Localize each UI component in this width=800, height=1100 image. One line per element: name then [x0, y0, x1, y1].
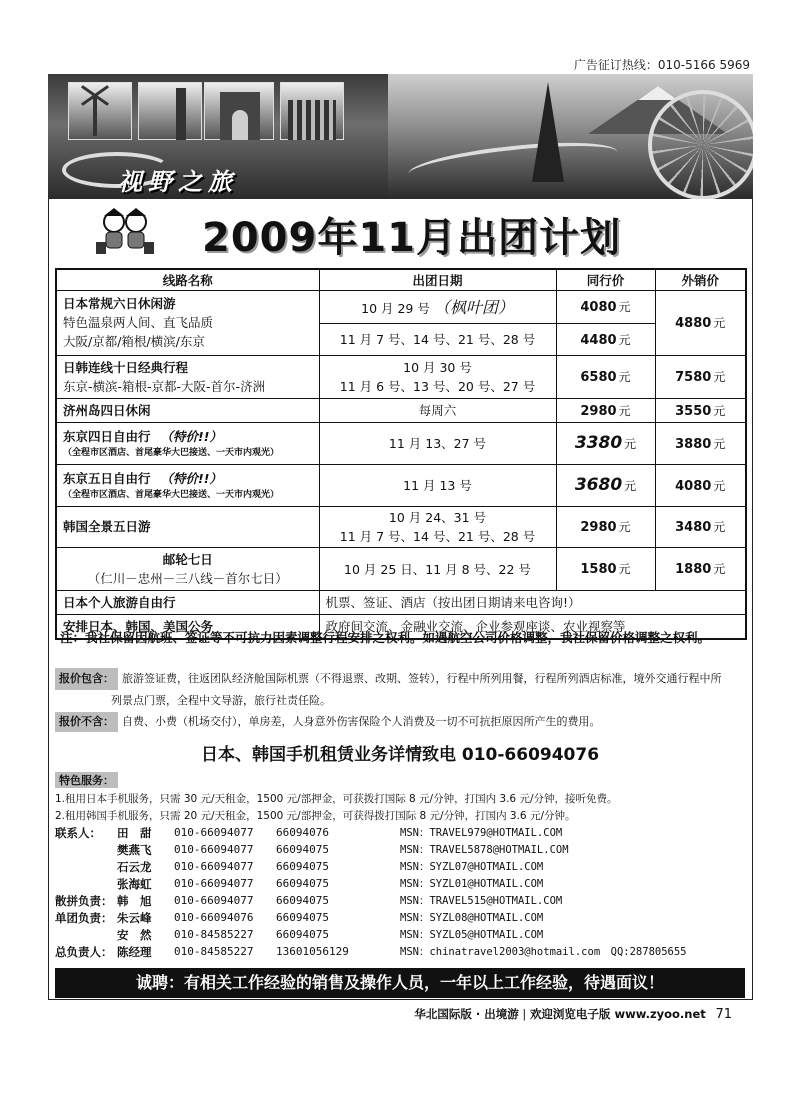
contact-phone-alt: 13601056129	[276, 945, 349, 958]
contact-role	[55, 858, 117, 875]
route-cell: 日韩连线十日经典行程 东京-横滨-箱根-京都-大阪-首尔-济洲	[56, 355, 319, 398]
eiffel-tower-icon	[532, 82, 564, 182]
price-excluded: 报价不含： 自费、小费（机场交付），单房差，人身意外伤害保险个人消费及一切不可抗拒原因所产生的费用。	[55, 712, 745, 732]
route-cell: 韩国全景五日游	[56, 506, 319, 547]
retail-price-cell: 4080 元	[655, 464, 746, 506]
contact-phone: 010-66094077	[174, 894, 254, 907]
contact-phone-alt: 66094076	[276, 826, 329, 839]
peer-price-cell: 2980 元	[556, 506, 655, 547]
contact-role	[55, 926, 117, 943]
peer-price-cell: 1580 元	[556, 547, 655, 590]
retail-price-cell: 1880 元	[655, 547, 746, 590]
contact-phone: 010-84585227	[174, 945, 254, 958]
contact-role	[55, 841, 117, 858]
table-row	[56, 590, 746, 614]
date-cell: 10 月 25 日、11 月 8 号、22 号	[319, 547, 556, 590]
col-header-peer-price: 同行价	[556, 269, 655, 290]
contact-name: 陈经理	[117, 944, 152, 959]
ad-hotline: 广告征订热线：010-5166 5969	[573, 58, 750, 72]
page-number: 71	[715, 1007, 732, 1022]
contact-row	[55, 858, 745, 875]
service-item: 2.租用韩国手机服务，只需 20 元/天租金，1500 元/部押金，可获得拨打国际 8 元/分钟，打国内 3.6 元/分钟。	[55, 810, 576, 822]
contact-phone: 010-66094077	[174, 860, 254, 873]
contact-phone: 010-66094077	[174, 877, 254, 890]
table-row	[56, 290, 746, 323]
contact-role: 散拼负责：	[55, 893, 113, 908]
contact-role: 总负责人：	[55, 944, 113, 959]
retail-price-cell: 4880 元	[655, 290, 746, 355]
contact-row	[55, 824, 745, 841]
page-title: 2009年11月出团计划	[202, 215, 621, 261]
contacts-table	[55, 824, 745, 960]
route-cell: 日本常规六日休闲游 特色温泉两人间、直飞品质 大阪/京都/箱根/横滨/东京	[56, 290, 319, 355]
date-cell: 每周六	[319, 398, 556, 422]
peer-price-cell: 6580 元	[556, 355, 655, 398]
contact-email: MSN：SYZL01@HOTMAIL.COM	[400, 878, 544, 890]
col-header-date: 出团日期	[319, 269, 556, 290]
contact-email: MSN：SYZL05@HOTMAIL.COM	[400, 929, 544, 941]
contact-role: 联系人：	[55, 825, 101, 840]
contact-row	[55, 841, 745, 858]
brand-logo: 视野之旅	[118, 167, 238, 196]
contact-name: 韩 旭	[117, 893, 152, 908]
contact-phone: 010-66094077	[174, 826, 254, 839]
contact-email: MSN：TRAVEL979@HOTMAIL.COM	[400, 827, 563, 839]
peer-price-cell: 3680 元	[556, 464, 655, 506]
contact-role	[55, 875, 117, 892]
date-cell: 11 月 7 号、14 号、21 号、28 号	[319, 323, 556, 355]
included-label: 报价包含：	[55, 668, 118, 690]
route-cell: 东京四日自由行 （特价!!） （全程市区酒店、首尾豪华大巴接送、一天市内观光）	[56, 422, 319, 464]
route-cell: 济州岛四日休闲	[56, 398, 319, 422]
contact-name: 田 甜	[117, 825, 152, 840]
table-row	[56, 506, 746, 547]
contact-name: 樊燕飞	[117, 842, 152, 857]
services-list	[55, 791, 745, 825]
contact-row	[55, 909, 745, 926]
ferris-wheel-icon	[648, 90, 753, 199]
contact-row	[55, 875, 745, 892]
peer-price-cell: 2980 元	[556, 398, 655, 422]
table-row	[56, 355, 746, 398]
contact-phone: 010-66094077	[174, 843, 254, 856]
contact-name: 安 然	[117, 927, 152, 942]
detail-cell: 政府间交流、金融业交流、企业参观座谈、农业视察等	[319, 614, 746, 639]
contact-phone: 010-84585227	[174, 928, 254, 941]
route-cell: 安排日本、韩国、美国公务	[56, 614, 319, 639]
contact-phone: 010-66094076	[174, 911, 254, 924]
table-row	[56, 422, 746, 464]
contact-phone-alt: 66094075	[276, 877, 329, 890]
contact-email: MSN：TRAVEL515@HOTMAIL.COM	[400, 895, 563, 907]
detail-cell: 机票、签证、酒店（按出团日期请来电咨询!）	[319, 590, 746, 614]
excluded-label: 报价不含：	[55, 712, 118, 732]
retail-price-cell: 3550 元	[655, 398, 746, 422]
gate-icon	[288, 100, 336, 140]
arch-icon	[220, 92, 260, 140]
services-heading: 特色服务：	[55, 772, 122, 788]
contact-phone-alt: 66094075	[276, 911, 329, 924]
disclaimer-note: 注：我社保留因航班、签证等不可抗力因素调整行程安排之权利。如遇航空公司价格调整，我社保留价格调整之权利。	[60, 630, 711, 645]
peer-price-cell: 4080 元	[556, 290, 655, 323]
route-cell: 邮轮七日 （仁川－忠州－三八线－首尔七日）	[56, 547, 319, 590]
contact-name: 朱云峰	[117, 910, 152, 925]
contact-phone-alt: 66094075	[276, 894, 329, 907]
contact-phone-alt: 66094075	[276, 860, 329, 873]
peer-price-cell: 4480 元	[556, 323, 655, 355]
contact-role: 单团负责：	[55, 910, 113, 925]
page-footer: 华北国际版 · 出境游 | 欢迎浏览电子版 www.zyoo.net 71	[414, 1007, 732, 1022]
tour-schedule-table	[55, 268, 747, 640]
peer-price-cell: 3380 元	[556, 422, 655, 464]
phone-rental-hotline: 日本、韩国手机租赁业务详情致电 010-66094076	[200, 745, 600, 765]
table-row	[56, 547, 746, 590]
service-item: 1.租用日本手机服务，只需 30 元/天租金，1500 元/部押金，可获拨打国际 8 元/分钟，打国内 3.6 元/分钟，接听免费。	[55, 793, 618, 805]
contact-name: 张海虹	[117, 876, 152, 891]
date-cell: 10 月 30 号 11 月 6 号、13 号、20 号、27 号	[319, 355, 556, 398]
mascot-icon	[92, 206, 156, 256]
retail-price-cell: 3880 元	[655, 422, 746, 464]
tower-icon	[176, 88, 186, 140]
church-photo	[138, 82, 202, 140]
contact-row	[55, 926, 745, 943]
route-cell: 东京五日自由行 （特价!!） （全程市区酒店、首尾豪华大巴接送、一天市内观光）	[56, 464, 319, 506]
contact-phone-alt: 66094075	[276, 843, 329, 856]
recruitment-banner: 诚聘：有相关工作经验的销售及操作人员，一年以上工作经验，待遇面议！	[55, 968, 745, 998]
date-cell: 11 月 13、27 号	[319, 422, 556, 464]
date-cell: 10 月 24、31 号 11 月 7 号、14 号、21 号、28 号	[319, 506, 556, 547]
table-row	[56, 398, 746, 422]
table-row	[56, 464, 746, 506]
contact-name: 石云龙	[117, 859, 152, 874]
contact-row	[55, 892, 745, 909]
banner-image	[48, 74, 753, 199]
contact-email: MSN：chinatravel2003@hotmail.com QQ:287805655	[400, 946, 687, 958]
retail-price-cell: 3480 元	[655, 506, 746, 547]
contact-phone-alt: 66094075	[276, 928, 329, 941]
date-cell: 11 月 13 号	[319, 464, 556, 506]
contact-email: MSN：TRAVEL5878@HOTMAIL.COM	[400, 844, 569, 856]
price-included: 报价包含： 旅游签证费，往返团队经济舱国际机票（不得退票、改期、签转），行程中所列用餐，行程所列酒店标准，境外交通行程中所 列景点门票，全程中文导游，旅行社责任险。	[55, 668, 745, 712]
windmill-icon	[93, 96, 97, 136]
edition-label: 华北国际版 · 出境游	[414, 1007, 519, 1021]
contact-row	[55, 943, 745, 960]
col-header-route: 线路名称	[56, 269, 319, 290]
table-header-row	[56, 269, 746, 290]
route-cell: 日本个人旅游自由行	[56, 590, 319, 614]
contact-email: MSN：SYZL07@HOTMAIL.COM	[400, 861, 544, 873]
retail-price-cell: 7580 元	[655, 355, 746, 398]
date-cell: 10 月 29 号 （枫叶团）	[319, 290, 556, 323]
col-header-retail-price: 外销价	[655, 269, 746, 290]
contact-email: MSN：SYZL08@HOTMAIL.COM	[400, 912, 544, 924]
website-link[interactable]: 欢迎浏览电子版 www.zyoo.net	[529, 1007, 706, 1021]
